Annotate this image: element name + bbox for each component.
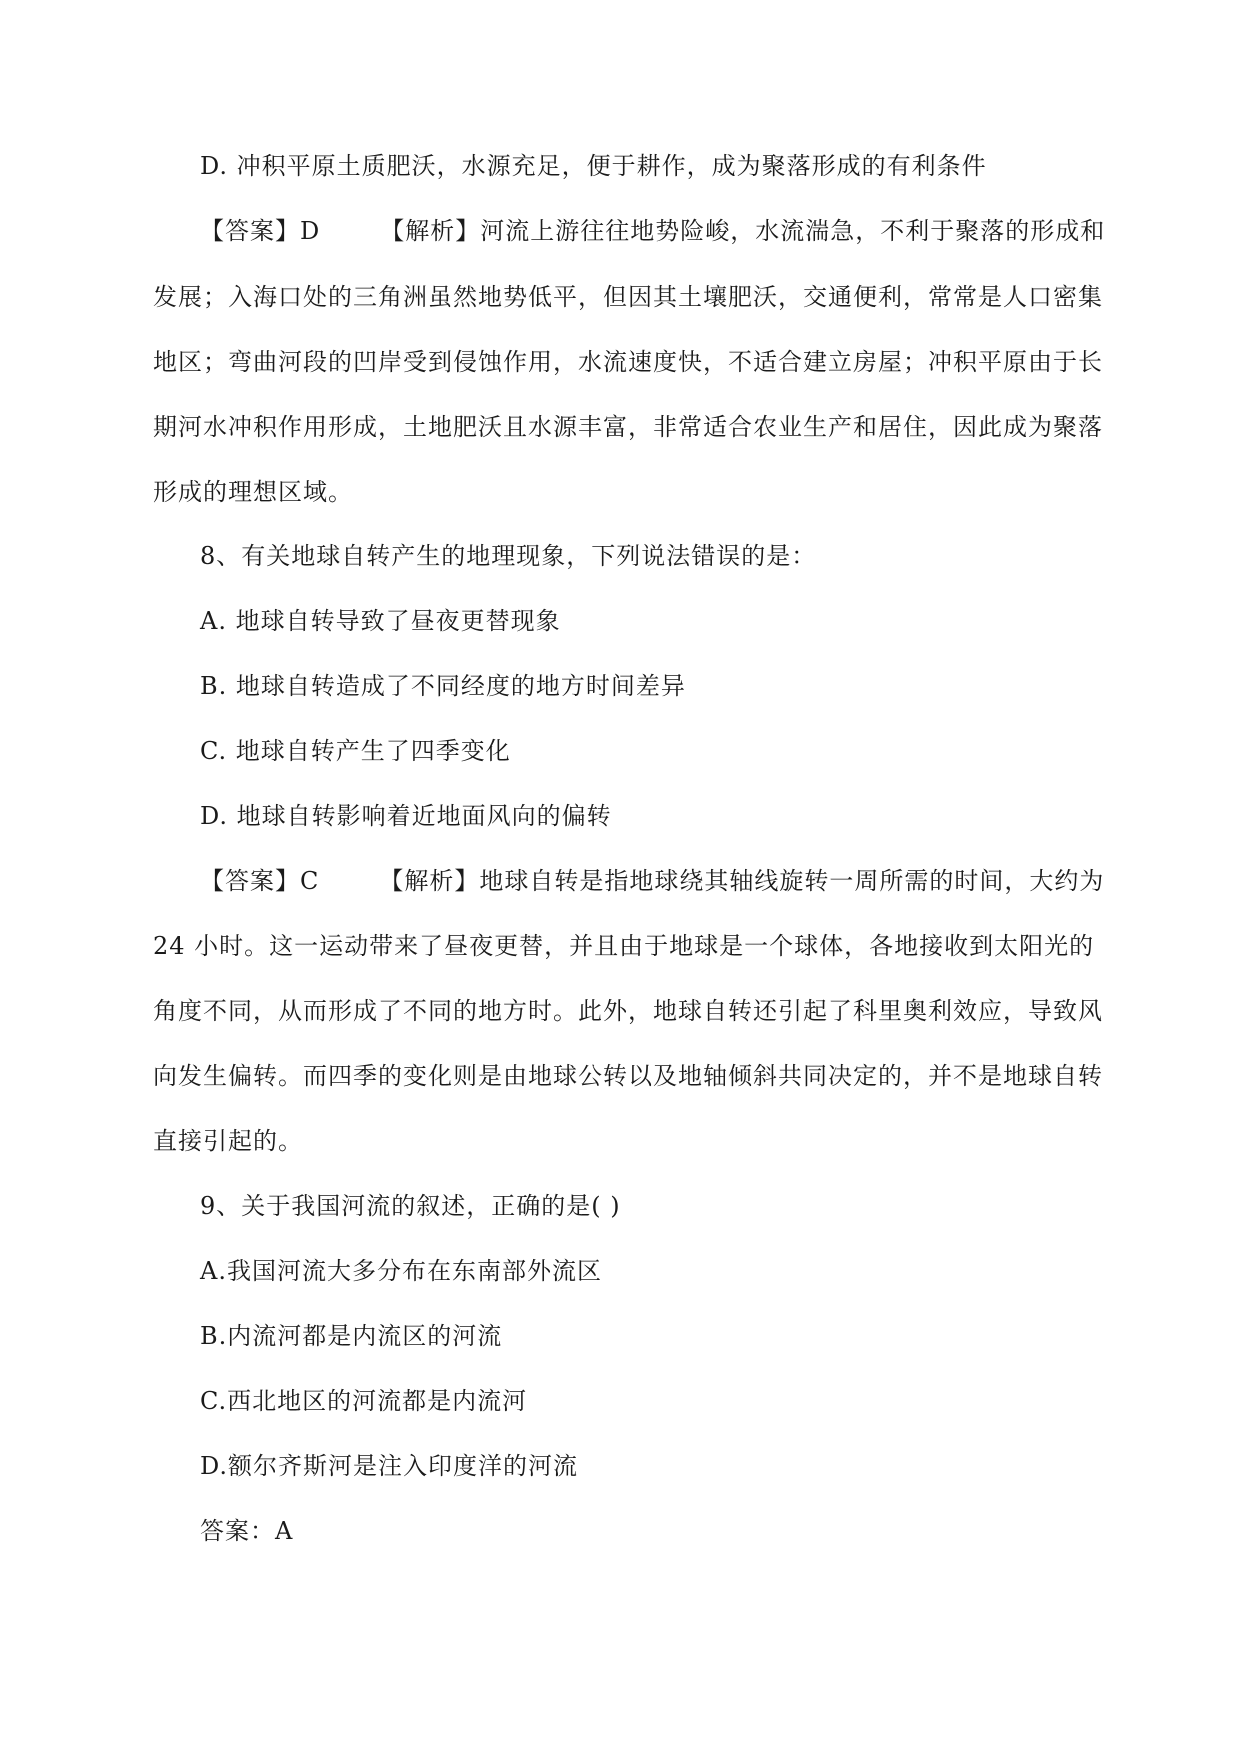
q7-analysis-line1: 河流上游往往地势险峻，水流湍急，不利于聚落的形成和 <box>480 217 1106 245</box>
q8-question: 8、有关地球自转产生的地理现象，下列说法错误的是： <box>200 542 817 570</box>
q8-answer-line <box>200 865 1104 897</box>
q7-answer-line <box>200 215 1105 247</box>
q8-analysis-tag: 【解析】 <box>379 867 480 895</box>
q7-analysis-tag: 【解析】 <box>380 217 481 245</box>
q9-option-a: A.我国河流大多分布在东南部外流区 <box>200 1257 602 1285</box>
q7-option-d: D. 冲积平原土质肥沃，水源充足，便于耕作，成为聚落形成的有利条件 <box>200 152 987 180</box>
q7-analysis-line4: 期河水冲积作用形成，土地肥沃且水源丰富，非常适合农业生产和居住，因此成为聚落 <box>153 413 1103 441</box>
q7-analysis-line3: 地区；弯曲河段的凹岸受到侵蚀作用，水流速度快，不适合建立房屋；冲积平原由于长 <box>153 348 1103 376</box>
q8-analysis-line2: 24 小时。这一运动带来了昼夜更替，并且由于地球是一个球体，各地接收到太阳光的 <box>153 932 1095 960</box>
q8-answer-tag: 【答案】C <box>200 867 320 895</box>
q9-answer: 答案：A <box>200 1517 294 1545</box>
q9-option-c: C.西北地区的河流都是内流河 <box>200 1387 528 1415</box>
q8-option-d: D. 地球自转影响着近地面风向的偏转 <box>200 802 612 830</box>
q9-option-b: B.内流河都是内流区的河流 <box>200 1322 503 1350</box>
q7-analysis-line2: 发展；入海口处的三角洲虽然地势低平，但因其土壤肥沃，交通便利，常常是人口密集 <box>153 283 1103 311</box>
q8-option-a: A. 地球自转导致了昼夜更替现象 <box>200 607 561 635</box>
q7-analysis-line5: 形成的理想区域。 <box>153 478 353 506</box>
q8-option-c: C. 地球自转产生了四季变化 <box>200 737 511 765</box>
q7-answer-tag: 【答案】D <box>200 217 321 245</box>
q9-question: 9、关于我国河流的叙述，正确的是( ) <box>200 1192 621 1220</box>
q8-analysis-line5: 直接引起的。 <box>153 1127 303 1155</box>
q8-analysis-line4: 向发生偏转。而四季的变化则是由地球公转以及地轴倾斜共同决定的，并不是地球自转 <box>153 1062 1103 1090</box>
q8-analysis-line3: 角度不同，从而形成了不同的地方时。此外，地球自转还引起了科里奥利效应，导致风 <box>153 997 1103 1025</box>
q8-analysis-line1: 地球自转是指地球绕其轴线旋转一周所需的时间，大约为 <box>479 867 1105 895</box>
q8-option-b: B. 地球自转造成了不同经度的地方时间差异 <box>200 672 686 700</box>
q9-option-d: D.额尔齐斯河是注入印度洋的河流 <box>200 1452 579 1480</box>
